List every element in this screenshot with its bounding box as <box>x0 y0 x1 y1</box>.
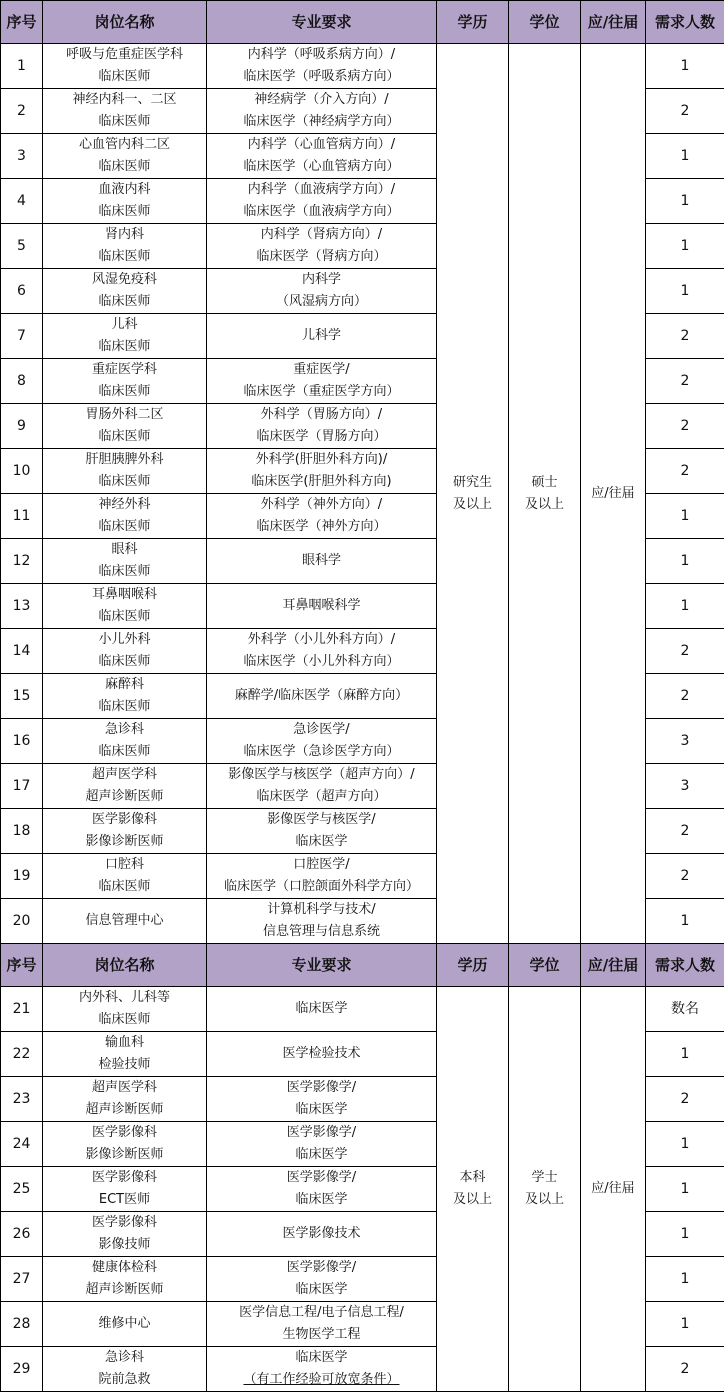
position-line: 神经内科一、二区 <box>43 89 206 111</box>
major-cell <box>207 1032 437 1077</box>
table-row <box>1 44 724 89</box>
major-line: 临床医学 <box>207 1347 436 1369</box>
row-index: 22 <box>1 1032 43 1077</box>
count-cell: 2 <box>646 89 724 134</box>
row-index: 3 <box>1 134 43 179</box>
major-cell <box>207 494 437 539</box>
count-cell: 1 <box>646 1302 724 1347</box>
major-line: 临床医学（神经病学方向） <box>207 111 436 133</box>
count-cell: 1 <box>646 179 724 224</box>
position-cell <box>43 1032 207 1077</box>
major-line: 影像医学与核医学/ <box>207 809 436 831</box>
section-undergraduate <box>1 987 724 1392</box>
major-cell <box>207 629 437 674</box>
major-line: 临床医学（小儿外科方向） <box>207 651 436 673</box>
count-cell: 1 <box>646 584 724 629</box>
position-cell <box>43 494 207 539</box>
major-line: 外科学（胃肠方向）/ <box>207 404 436 426</box>
position-cell <box>43 224 207 269</box>
degree-cell <box>509 44 581 944</box>
position-line: 临床医师 <box>43 111 206 133</box>
education-cell-line: 研究生 <box>437 472 508 494</box>
major-line: 临床医学(肝胆外科方向) <box>207 471 436 493</box>
major-line: 医学检验技术 <box>207 1043 436 1065</box>
position-line: 内外科、儿科等 <box>43 987 206 1009</box>
table-header-2 <box>1 944 724 987</box>
count-cell: 2 <box>646 449 724 494</box>
row-index: 25 <box>1 1167 43 1212</box>
position-line: 输血科 <box>43 1032 206 1054</box>
major-line: 医学信息工程/电子信息工程/ <box>207 1302 436 1324</box>
major-cell <box>207 179 437 224</box>
major-line: 眼科学 <box>207 550 436 572</box>
position-line: 临床医师 <box>43 876 206 898</box>
position-line: 医学影像科 <box>43 809 206 831</box>
position-line: 临床医师 <box>43 696 206 718</box>
header-education: 学历 <box>437 1 509 44</box>
position-cell <box>43 1347 207 1392</box>
major-line: 内科学（血液病学方向）/ <box>207 179 436 201</box>
major-cell <box>207 674 437 719</box>
major-line: （有工作经验可放宽条件） <box>207 1369 436 1391</box>
position-cell <box>43 719 207 764</box>
header-degree: 学位 <box>509 944 581 987</box>
count-cell: 2 <box>646 404 724 449</box>
position-cell <box>43 809 207 854</box>
position-line: 医学影像科 <box>43 1212 206 1234</box>
row-index: 9 <box>1 404 43 449</box>
position-line: 院前急救 <box>43 1369 206 1391</box>
row-index: 28 <box>1 1302 43 1347</box>
major-cell <box>207 89 437 134</box>
major-line: 计算机科学与技术/ <box>207 899 436 921</box>
position-line: 临床医师 <box>43 651 206 673</box>
graduate-type-cell: 应/往届 <box>581 987 646 1392</box>
major-line: 临床医学 <box>207 1189 436 1211</box>
major-cell <box>207 539 437 584</box>
major-line: 信息管理与信息系统 <box>207 921 436 943</box>
row-index: 2 <box>1 89 43 134</box>
count-cell: 1 <box>646 539 724 584</box>
position-line: 心血管内科二区 <box>43 134 206 156</box>
position-line: 临床医师 <box>43 516 206 538</box>
position-cell <box>43 134 207 179</box>
row-index: 14 <box>1 629 43 674</box>
major-line: 临床医学（胃肠方向） <box>207 426 436 448</box>
position-cell <box>43 899 207 944</box>
major-line: 临床医学（重症医学方向） <box>207 381 436 403</box>
major-line: 神经病学（介入方向）/ <box>207 89 436 111</box>
major-cell <box>207 269 437 314</box>
count-cell: 1 <box>646 1212 724 1257</box>
row-index: 6 <box>1 269 43 314</box>
row-index: 5 <box>1 224 43 269</box>
major-line: 医学影像技术 <box>207 1223 436 1245</box>
major-line: 生物医学工程 <box>207 1324 436 1346</box>
position-line: 肾内科 <box>43 224 206 246</box>
position-cell <box>43 314 207 359</box>
degree-cell-line: 硕士 <box>509 472 580 494</box>
position-line: 超声医学科 <box>43 764 206 786</box>
position-line: 耳鼻咽喉科 <box>43 584 206 606</box>
major-line: 儿科学 <box>207 325 436 347</box>
major-line: 内科学（心血管病方向）/ <box>207 134 436 156</box>
count-cell: 1 <box>646 1122 724 1167</box>
major-line: 外科学（小儿外科方向）/ <box>207 629 436 651</box>
row-index: 19 <box>1 854 43 899</box>
position-line: 临床医师 <box>43 66 206 88</box>
major-line: 临床医学（肾病方向） <box>207 246 436 268</box>
major-line: 临床医学（超声方向） <box>207 786 436 808</box>
position-line: 重症医学科 <box>43 359 206 381</box>
position-line: 临床医师 <box>43 561 206 583</box>
major-line: 临床医学（心血管病方向） <box>207 156 436 178</box>
header-count: 需求人数 <box>646 1 724 44</box>
major-line: （风湿病方向） <box>207 291 436 313</box>
position-line: 影像诊断医师 <box>43 1144 206 1166</box>
major-cell <box>207 1347 437 1392</box>
major-cell <box>207 1212 437 1257</box>
position-cell <box>43 854 207 899</box>
position-cell <box>43 1167 207 1212</box>
position-cell <box>43 1122 207 1167</box>
major-cell <box>207 359 437 404</box>
position-line: 呼吸与危重症医学科 <box>43 44 206 66</box>
degree-cell-line: 及以上 <box>509 494 580 516</box>
header-major: 专业要求 <box>207 1 437 44</box>
position-cell <box>43 764 207 809</box>
position-cell <box>43 1077 207 1122</box>
position-line: 眼科 <box>43 539 206 561</box>
position-cell <box>43 539 207 584</box>
major-cell <box>207 134 437 179</box>
header-position: 岗位名称 <box>43 1 207 44</box>
count-cell: 2 <box>646 854 724 899</box>
row-index: 10 <box>1 449 43 494</box>
row-index: 1 <box>1 44 43 89</box>
position-line: 临床医师 <box>43 336 206 358</box>
major-cell <box>207 449 437 494</box>
count-cell: 1 <box>646 494 724 539</box>
row-index: 13 <box>1 584 43 629</box>
position-line: 血液内科 <box>43 179 206 201</box>
major-line: 临床医学 <box>207 998 436 1020</box>
graduate-type-cell: 应/往届 <box>581 44 646 944</box>
major-line: 临床医学 <box>207 831 436 853</box>
education-cell-line: 及以上 <box>437 494 508 516</box>
row-index: 29 <box>1 1347 43 1392</box>
position-line: 胃肠外科二区 <box>43 404 206 426</box>
position-line: 急诊科 <box>43 1347 206 1369</box>
major-line: 临床医学（口腔颌面外科学方向） <box>207 876 436 898</box>
position-line: 医学影像科 <box>43 1122 206 1144</box>
position-line: 麻醉科 <box>43 674 206 696</box>
education-cell-line: 本科 <box>437 1167 508 1189</box>
major-cell <box>207 854 437 899</box>
position-cell <box>43 179 207 224</box>
major-line: 临床医学（神外方向） <box>207 516 436 538</box>
major-line: 急诊医学/ <box>207 719 436 741</box>
position-line: 风湿免疫科 <box>43 269 206 291</box>
count-cell: 2 <box>646 1347 724 1392</box>
position-cell <box>43 629 207 674</box>
education-cell <box>437 44 509 944</box>
major-line: 临床医学 <box>207 1099 436 1121</box>
count-cell: 1 <box>646 134 724 179</box>
count-cell: 1 <box>646 899 724 944</box>
position-line: 影像诊断医师 <box>43 831 206 853</box>
position-line: 超声诊断医师 <box>43 1279 206 1301</box>
position-line: 临床医师 <box>43 741 206 763</box>
count-cell: 1 <box>646 269 724 314</box>
position-line: 维修中心 <box>43 1313 206 1335</box>
count-cell: 2 <box>646 314 724 359</box>
major-cell <box>207 719 437 764</box>
major-cell <box>207 1302 437 1347</box>
row-index: 24 <box>1 1122 43 1167</box>
major-line: 内科学（呼吸系病方向）/ <box>207 44 436 66</box>
row-index: 20 <box>1 899 43 944</box>
degree-cell-line: 及以上 <box>509 1189 580 1211</box>
position-line: 儿科 <box>43 314 206 336</box>
position-cell <box>43 1257 207 1302</box>
education-cell-line: 及以上 <box>437 1189 508 1211</box>
major-line: 内科学 <box>207 269 436 291</box>
header-graduate-type: 应/往届 <box>581 1 646 44</box>
count-cell: 2 <box>646 629 724 674</box>
header-major: 专业要求 <box>207 944 437 987</box>
position-cell <box>43 269 207 314</box>
major-line: 耳鼻咽喉科学 <box>207 595 436 617</box>
position-line: 临床医师 <box>43 426 206 448</box>
education-cell <box>437 987 509 1392</box>
major-line: 医学影像学/ <box>207 1122 436 1144</box>
position-line: 临床医师 <box>43 156 206 178</box>
count-cell: 3 <box>646 764 724 809</box>
major-line: 临床医学 <box>207 1279 436 1301</box>
position-cell <box>43 359 207 404</box>
major-cell <box>207 1167 437 1212</box>
table-row <box>1 987 724 1032</box>
header-count: 需求人数 <box>646 944 724 987</box>
major-cell <box>207 1077 437 1122</box>
position-cell <box>43 987 207 1032</box>
major-line: 外科学（神外方向）/ <box>207 494 436 516</box>
major-cell <box>207 987 437 1032</box>
position-cell <box>43 674 207 719</box>
major-line: 医学影像学/ <box>207 1077 436 1099</box>
position-line: 超声医学科 <box>43 1077 206 1099</box>
position-line: 医学影像科 <box>43 1167 206 1189</box>
header-index: 序号 <box>1 944 43 987</box>
major-line: 临床医学（呼吸系病方向） <box>207 66 436 88</box>
degree-cell-line: 学士 <box>509 1167 580 1189</box>
position-line: 临床医师 <box>43 471 206 493</box>
position-line: 口腔科 <box>43 854 206 876</box>
row-index: 17 <box>1 764 43 809</box>
header-education: 学历 <box>437 944 509 987</box>
count-cell: 2 <box>646 674 724 719</box>
section-graduate <box>1 44 724 944</box>
major-line: 临床医学（血液病学方向） <box>207 201 436 223</box>
major-cell <box>207 224 437 269</box>
count-cell: 2 <box>646 1077 724 1122</box>
position-cell <box>43 449 207 494</box>
position-line: 临床医师 <box>43 201 206 223</box>
row-index: 15 <box>1 674 43 719</box>
row-index: 7 <box>1 314 43 359</box>
major-cell <box>207 1257 437 1302</box>
header-graduate-type: 应/往届 <box>581 944 646 987</box>
row-index: 21 <box>1 987 43 1032</box>
row-index: 4 <box>1 179 43 224</box>
position-line: 临床医师 <box>43 606 206 628</box>
position-line: 临床医师 <box>43 291 206 313</box>
position-line: 肝胆胰脾外科 <box>43 449 206 471</box>
count-cell: 3 <box>646 719 724 764</box>
position-cell <box>43 89 207 134</box>
major-line: 临床医学 <box>207 1144 436 1166</box>
row-index: 12 <box>1 539 43 584</box>
count-cell: 2 <box>646 809 724 854</box>
major-cell <box>207 899 437 944</box>
major-cell <box>207 584 437 629</box>
major-line: 口腔医学/ <box>207 854 436 876</box>
position-cell <box>43 1212 207 1257</box>
header-position: 岗位名称 <box>43 944 207 987</box>
count-cell: 1 <box>646 1257 724 1302</box>
major-cell <box>207 314 437 359</box>
major-line: 医学影像学/ <box>207 1257 436 1279</box>
table-header-1 <box>1 1 724 44</box>
major-cell <box>207 44 437 89</box>
row-index: 11 <box>1 494 43 539</box>
position-cell <box>43 404 207 449</box>
row-index: 27 <box>1 1257 43 1302</box>
row-index: 16 <box>1 719 43 764</box>
position-line: 临床医师 <box>43 1009 206 1031</box>
position-line: 检验技师 <box>43 1054 206 1076</box>
position-line: 信息管理中心 <box>43 910 206 932</box>
count-cell: 1 <box>646 224 724 269</box>
position-line: 小儿外科 <box>43 629 206 651</box>
position-line: 神经外科 <box>43 494 206 516</box>
header-index: 序号 <box>1 1 43 44</box>
major-line: 临床医学（急诊医学方向） <box>207 741 436 763</box>
count-cell: 2 <box>646 359 724 404</box>
position-line: 急诊科 <box>43 719 206 741</box>
position-cell <box>43 1302 207 1347</box>
major-cell <box>207 764 437 809</box>
position-cell <box>43 44 207 89</box>
position-line: 影像技师 <box>43 1234 206 1256</box>
count-cell: 1 <box>646 1167 724 1212</box>
row-index: 18 <box>1 809 43 854</box>
position-line: 健康体检科 <box>43 1257 206 1279</box>
count-cell: 1 <box>646 44 724 89</box>
major-cell <box>207 809 437 854</box>
count-cell: 1 <box>646 1032 724 1077</box>
position-line: 超声诊断医师 <box>43 786 206 808</box>
major-cell <box>207 404 437 449</box>
position-cell <box>43 584 207 629</box>
major-line: 内科学（肾病方向）/ <box>207 224 436 246</box>
major-line: 麻醉学/临床医学（麻醉方向） <box>207 685 436 707</box>
row-index: 8 <box>1 359 43 404</box>
position-line: 临床医师 <box>43 246 206 268</box>
position-line: 超声诊断医师 <box>43 1099 206 1121</box>
major-line: 重症医学/ <box>207 359 436 381</box>
degree-cell <box>509 987 581 1392</box>
row-index: 26 <box>1 1212 43 1257</box>
major-line: 外科学(肝胆外科方向)/ <box>207 449 436 471</box>
major-line: 影像医学与核医学（超声方向）/ <box>207 764 436 786</box>
major-line: 医学影像学/ <box>207 1167 436 1189</box>
row-index: 23 <box>1 1077 43 1122</box>
header-degree: 学位 <box>509 1 581 44</box>
position-line: ECT医师 <box>43 1189 206 1211</box>
count-cell: 数名 <box>646 987 724 1032</box>
major-cell <box>207 1122 437 1167</box>
position-line: 临床医师 <box>43 381 206 403</box>
